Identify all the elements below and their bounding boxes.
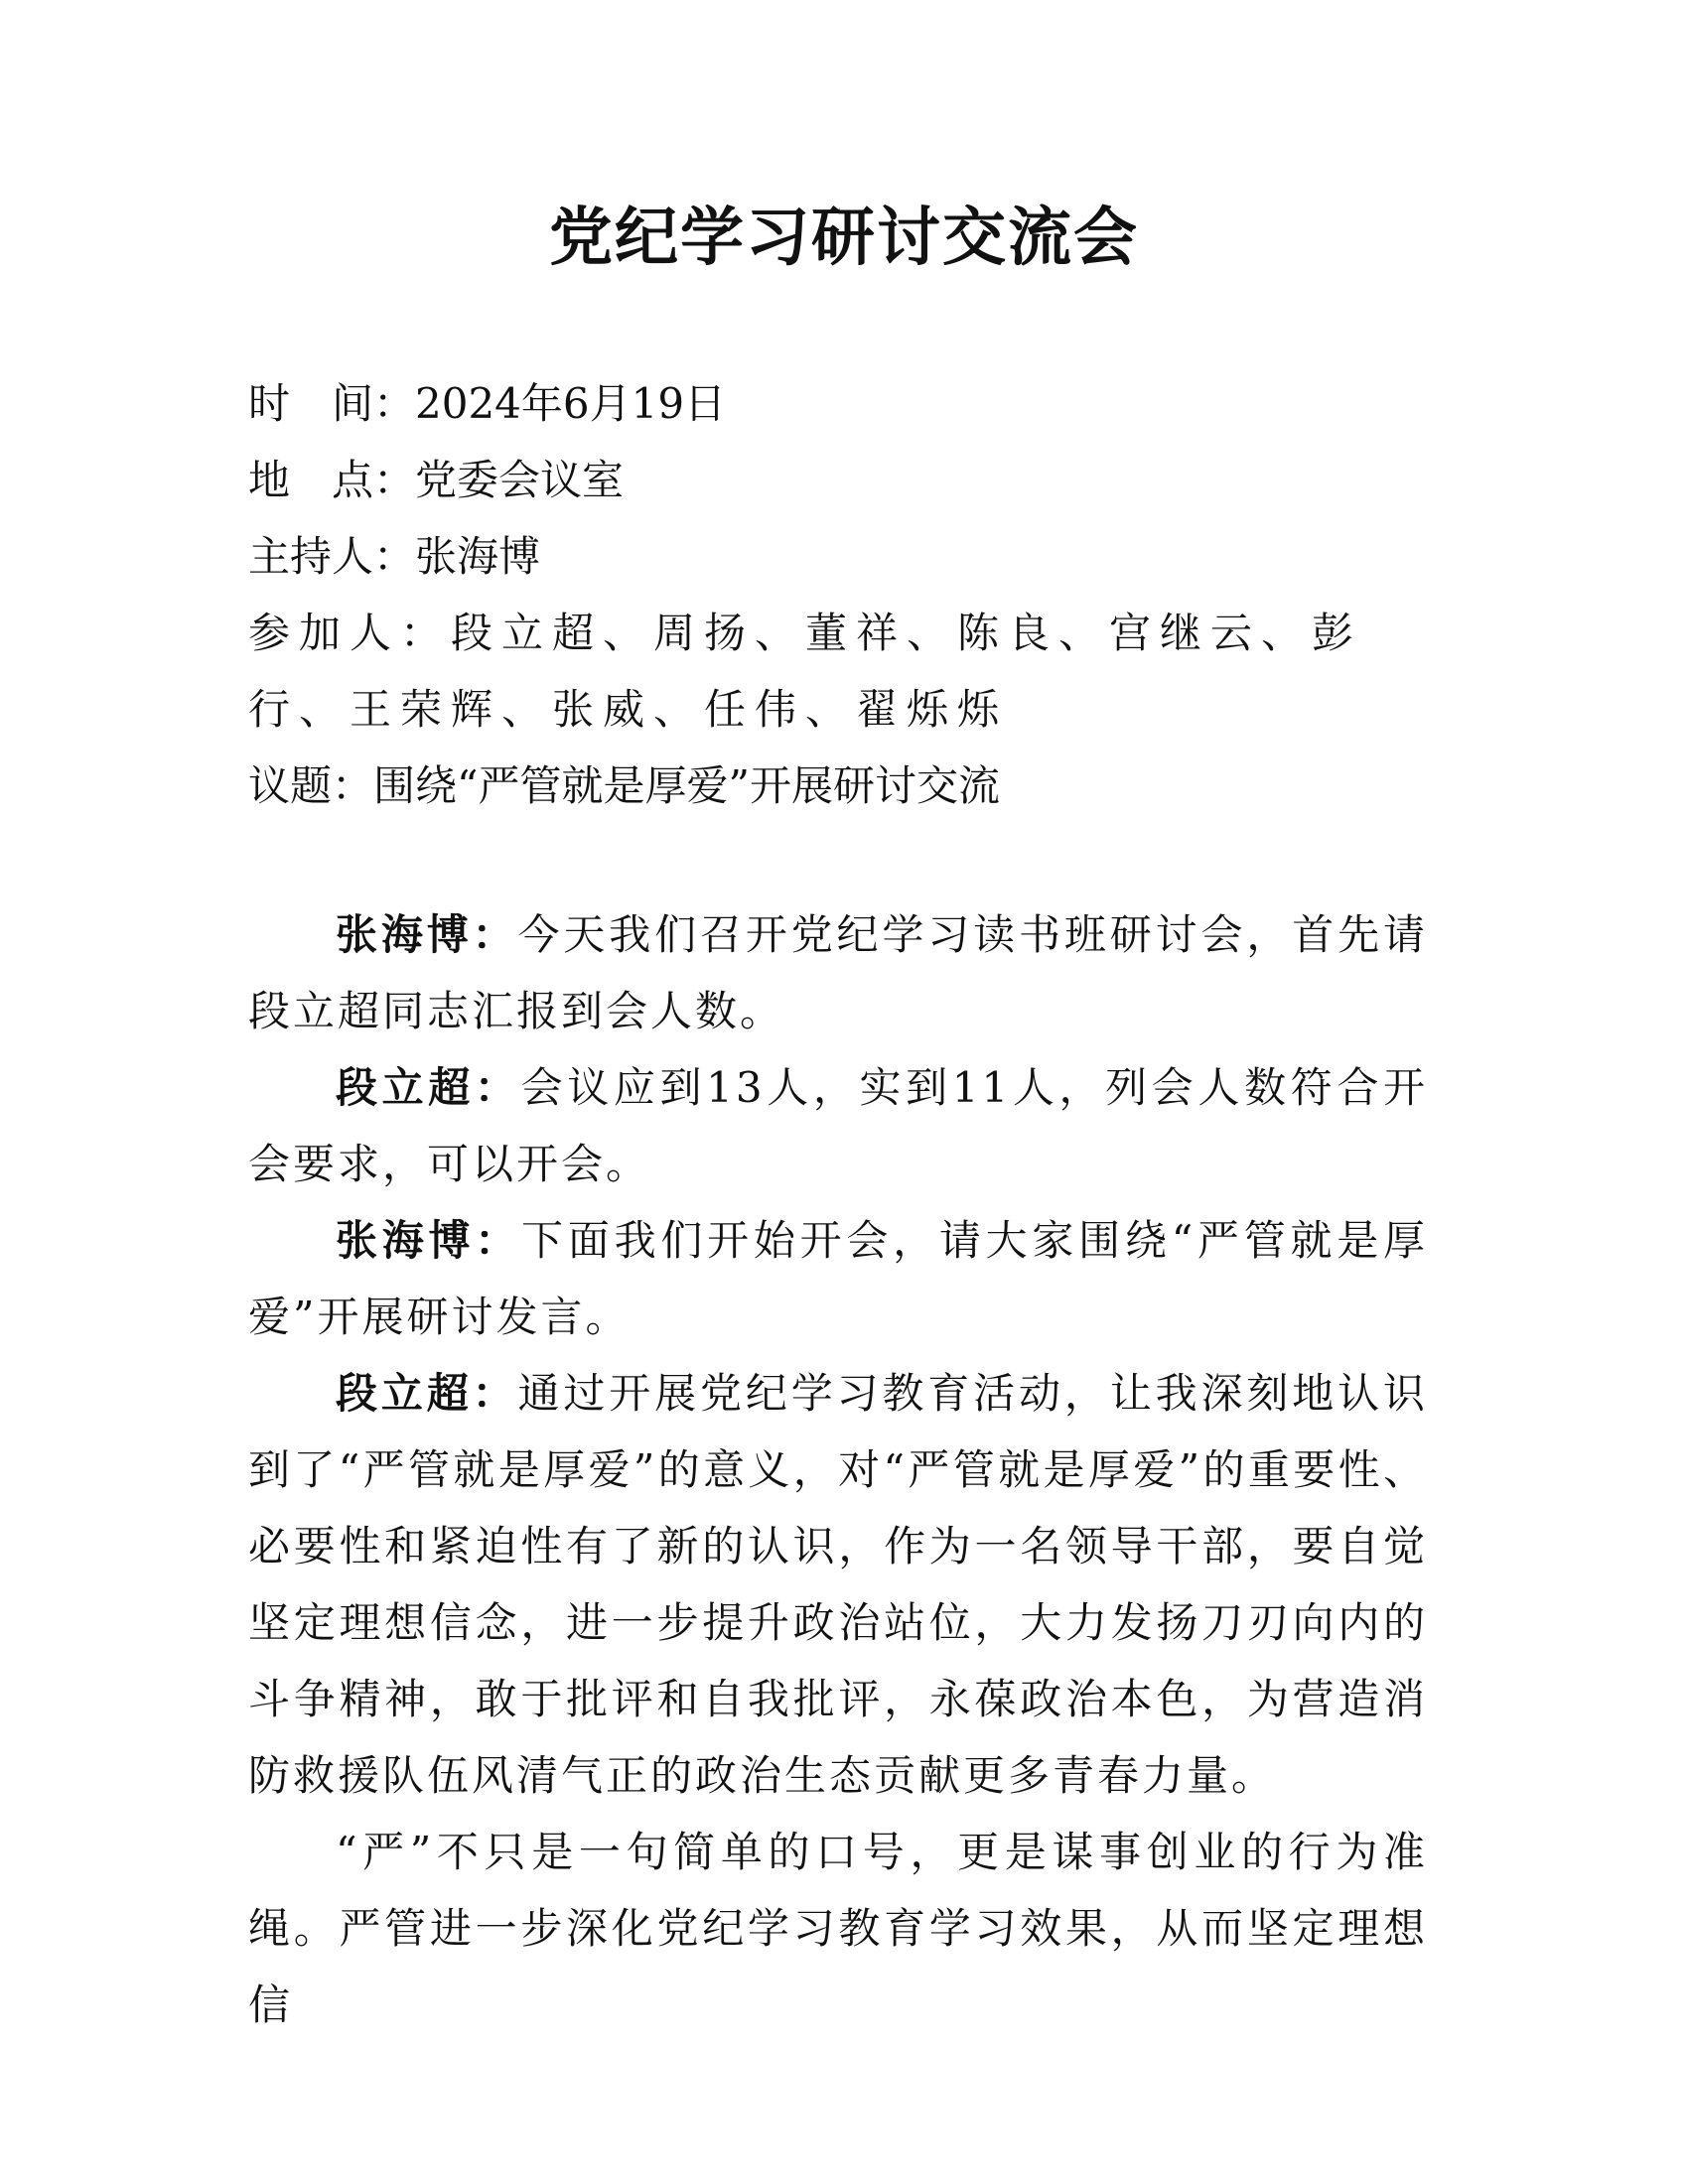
- host-value: 张海博: [415, 532, 541, 581]
- minutes-paragraph: [248, 1355, 1428, 1814]
- meeting-host: [248, 518, 1440, 595]
- time-value: 2024年6月19日: [415, 379, 727, 428]
- minutes-body: [248, 896, 1428, 2043]
- speaker-name: 段立超：: [336, 1063, 521, 1112]
- minutes-paragraph: [248, 1049, 1428, 1202]
- speaker-name: 张海博：: [336, 910, 518, 959]
- host-label: 主持人：: [248, 532, 416, 581]
- speech-text: 下面我们开始开会，请大家围绕“严管就是厚爱”开展研讨发言。: [248, 1216, 1428, 1341]
- speech-text: 通过开展党纪学习教育活动，让我深刻地认识到了“严管就是厚爱”的意义，对“严管就是厚爱”的重要性、必要性和紧迫性有了新的认识，作为一名领导干部，要自觉坚定理想信念，进一步提升政治站位，大力发扬刀刃向内的斗争精神，敢于批评和自我批评，永葆政治本色，为营造消防救援队伍风清气正的政治生态贡献更多青春力量。: [248, 1369, 1428, 1800]
- minutes-paragraph: [248, 1202, 1428, 1355]
- speaker-name: 段立超：: [336, 1369, 518, 1418]
- meeting-place: [248, 442, 1440, 518]
- meeting-topic: [248, 748, 1440, 824]
- minutes-paragraph: [248, 896, 1428, 1049]
- speaker-name: 张海博：: [336, 1216, 522, 1265]
- topic-value: 围绕“严管就是厚爱”开展研讨交流: [373, 761, 1000, 810]
- place-value: 党委会议室: [415, 456, 625, 504]
- meeting-info: [248, 365, 1440, 824]
- speech-text: 今天我们召开党纪学习读书班研讨会，首先请段立超同志汇报到会人数。: [248, 910, 1428, 1035]
- speech-text: 会议应到13人，实到11人，列会人数符合开会要求，可以开会。: [248, 1063, 1428, 1188]
- speech-text: “严”不只是一句简单的口号，更是谋事创业的行为准绳。严管进一步深化党纪学习教育学习效果，从而坚定理想信: [248, 1828, 1428, 2029]
- topic-label: 议题：: [248, 761, 374, 810]
- attendees-value: 段立超、周扬、董祥、陈良、宫继云、彭行、王荣辉、张威、任伟、翟烁烁: [248, 609, 1363, 734]
- document-title: 党纪学习研讨交流会: [549, 201, 1139, 275]
- meeting-attendees: [248, 595, 1440, 748]
- minutes-paragraph: [248, 1814, 1428, 2043]
- time-label: 时 间：: [248, 379, 416, 428]
- place-label: 地 点：: [248, 456, 416, 504]
- meeting-time: [248, 365, 1440, 442]
- attendees-label: 参加人：: [248, 609, 452, 657]
